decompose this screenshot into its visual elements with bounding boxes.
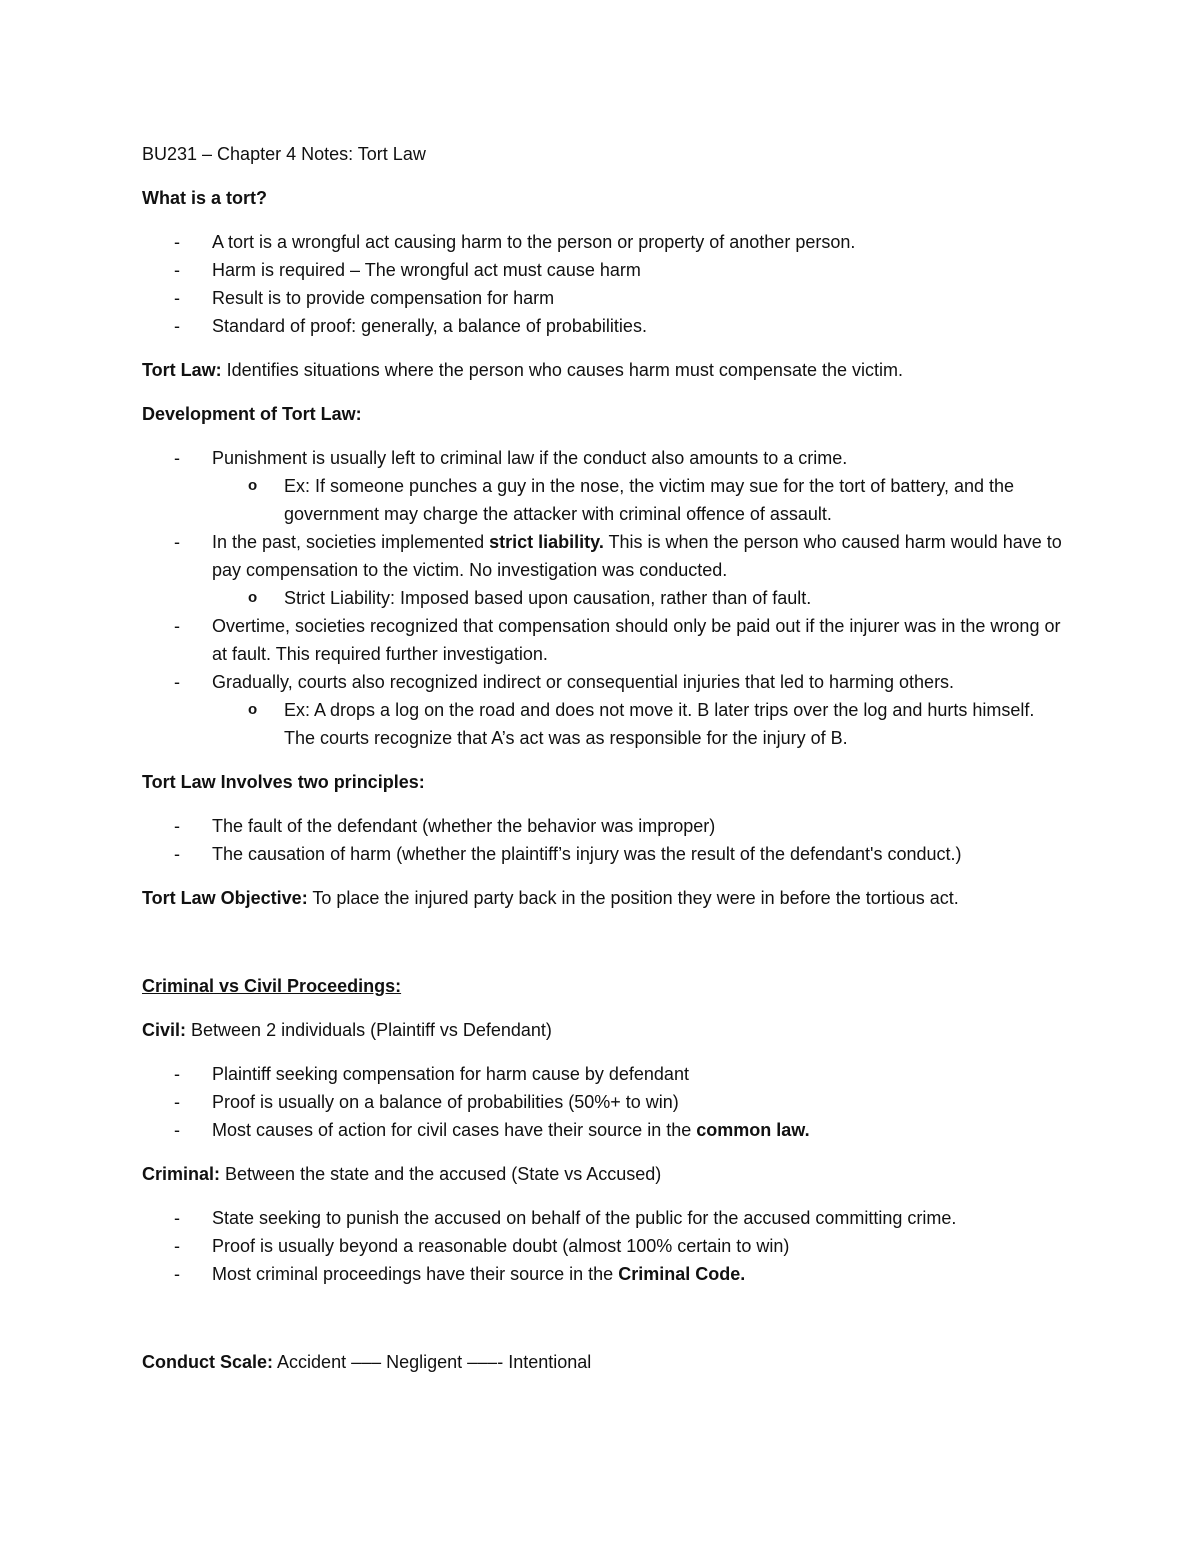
what-is-tort-list [142,228,1062,340]
document-page [142,140,1062,1392]
list-item: - A tort is a wrongful act causing harm to the person or property of another person. [174,232,856,252]
sub-list [212,472,1062,528]
principles-list [142,812,1062,868]
doc-title: BU231 – Chapter 4 Notes: Tort Law [142,144,426,164]
section-heading-principles: Tort Law Involves two principles: [142,772,425,792]
section-heading-proceedings: Criminal vs Civil Proceedings: [142,976,402,996]
list-item: - Result is to provide compensation for harm [174,288,555,308]
list-item: - Harm is required – The wrongful act must cause harm [174,260,641,280]
section-heading-development: Development of Tort Law: [142,404,362,424]
criminal-definition: Criminal: Between the state and the accused (State vs Accused) [142,1164,662,1184]
section-heading-what-is-tort: What is a tort? [142,188,267,208]
sub-list [212,696,1062,752]
list-item: - In the past, societies implemented strict liability. This is when the person who caused harm would have to pay compensation to the victim. No investigation was conducted. o Strict Liability: Imposed based upon causation, rather than of fault. [142,528,1062,612]
development-list [142,444,1062,752]
spacer [142,928,1062,972]
civil-list [142,1060,1062,1144]
list-item: - Gradually, courts also recognized indirect or consequential injuries that led to harming others. o Ex: A drops a log on the road and does not move it. B later trips over the log and hurts himself. The courts recognize that A’s act was as responsible for the injury of B. [142,668,1062,752]
sub-list-item: o Ex: If someone punches a guy in the nose, the victim may sue for the tort of battery, and the government may charge the attacker with criminal offence of assault. [248,476,1015,524]
list-item: - Most criminal proceedings have their source in the Criminal Code. [174,1264,746,1284]
sub-list-item: o Strict Liability: Imposed based upon causation, rather than of fault. [248,588,812,608]
list-item: - Overtime, societies recognized that compensation should only be paid out if the injurer was in the wrong or at fault. This required further investigation. [174,616,1061,664]
tort-law-definition: Tort Law: Identifies situations where the person who causes harm must compensate the victim. [142,360,903,380]
list-item: - Proof is usually on a balance of probabilities (50%+ to win) [174,1092,679,1112]
criminal-list [142,1204,1062,1288]
list-item: - Most causes of action for civil cases have their source in the common law. [174,1120,810,1140]
list-item: - State seeking to punish the accused on behalf of the public for the accused committing crime. [174,1208,957,1228]
list-item: - The fault of the defendant (whether the behavior was improper) [174,816,716,836]
list-item: - Proof is usually beyond a reasonable doubt (almost 100% certain to win) [174,1236,790,1256]
spacer [142,1304,1062,1348]
sub-list-item: o Ex: A drops a log on the road and does not move it. B later trips over the log and hurts himself. The courts recognize that A’s act was as responsible for the injury of B. [248,700,1035,748]
conduct-scale: Conduct Scale: Accident ––– Negligent –––- Intentional [142,1352,592,1372]
list-item: - The causation of harm (whether the plaintiff’s injury was the result of the defendant's conduct.) [174,844,962,864]
list-item: - Plaintiff seeking compensation for harm cause by defendant [174,1064,689,1084]
list-item: - Standard of proof: generally, a balance of probabilities. [174,316,647,336]
sub-list [212,584,1062,612]
tort-law-objective: Tort Law Objective: To place the injured party back in the position they were in before the tortious act. [142,888,959,908]
list-item: - Punishment is usually left to criminal law if the conduct also amounts to a crime. o Ex: If someone punches a guy in the nose, the victim may sue for the tort of battery, and the government may charge the attacker with criminal offence of assault. [142,444,1062,528]
civil-definition: Civil: Between 2 individuals (Plaintiff vs Defendant) [142,1020,552,1040]
